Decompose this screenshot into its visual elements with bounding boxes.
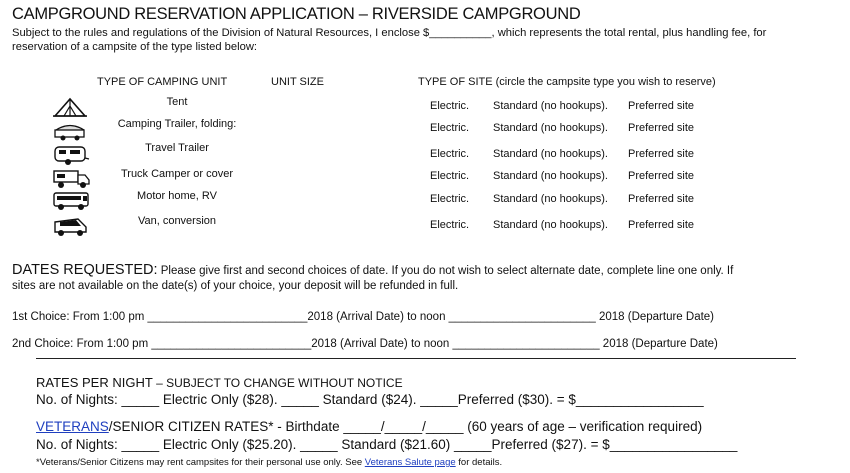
veterans-salute-link[interactable]: Veterans Salute page (364, 457, 456, 468)
site-preferred-option[interactable]: Preferred site (628, 122, 695, 134)
veterans-link[interactable]: VETERANS (36, 419, 109, 434)
site-standard-option[interactable]: Standard (no hookups). (493, 100, 608, 112)
site-standard-option[interactable]: Standard (no hookups). (493, 219, 608, 231)
veterans-heading (36, 419, 702, 434)
site-electric-option[interactable]: Electric. (430, 100, 470, 112)
site-electric-option[interactable]: Electric. (430, 170, 470, 182)
rates-nights-line[interactable]: No. of Nights: _____ Electric Only ($28). _____ Standard ($24). _____Preferred ($30). = $_________________ (36, 392, 704, 407)
unit-label-van: Van, conversion (137, 215, 217, 227)
unit-label-truck-camper: Truck Camper or cover (120, 168, 234, 180)
header-unit-type: TYPE OF CAMPING UNIT (97, 76, 228, 88)
form-title: CAMPGROUND RESERVATION APPLICATION – RIVERSIDE CAMPGROUND (12, 5, 581, 23)
site-electric-option[interactable]: Electric. (430, 122, 470, 134)
header-site-type: TYPE OF SITE (circle the campsite type you wish to reserve) (418, 76, 716, 88)
site-preferred-option[interactable]: Preferred site (628, 219, 695, 231)
intro-text (12, 26, 832, 54)
site-electric-option[interactable]: Electric. (430, 193, 470, 205)
footnote-text-pre: *Veterans/Senior Citizens may rent campsites for their personal use only. See (36, 457, 365, 468)
footnote-text-post: for details. (455, 457, 503, 468)
unit-label-folding-trailer: Camping Trailer, folding: (117, 118, 237, 130)
veterans-heading-rest: /SENIOR CITIZEN RATES* - Birthdate _____/_____/_____ (60 years of age – verification required) (108, 419, 703, 434)
site-preferred-option[interactable]: Preferred site (628, 170, 695, 182)
header-unit-size: UNIT SIZE (271, 76, 324, 88)
site-preferred-option[interactable]: Preferred site (628, 148, 695, 160)
site-preferred-option[interactable]: Preferred site (628, 100, 695, 112)
dates-heading: DATES REQUESTED: (12, 262, 158, 278)
site-standard-option[interactable]: Standard (no hookups). (493, 193, 608, 205)
dates-instructions (12, 261, 733, 279)
dates-instruction-1: Please give first and second choices of date. If you do not wish to select alternate date, complete line one only. If (157, 265, 734, 277)
unit-label-motor-home: Motor home, RV (137, 190, 217, 202)
rates-heading-note: – SUBJECT TO CHANGE WITHOUT NOTICE (152, 376, 403, 390)
unit-label-tent: Tent (166, 96, 188, 108)
second-choice-dates-line[interactable]: 2nd Choice: From 1:00 pm _________________________2018 (Arrival Date) to noon _______________________ 2018 (Departure Date) (12, 338, 718, 350)
site-standard-option[interactable]: Standard (no hookups). (493, 148, 608, 160)
intro-line-1: Subject to the rules and regulations of the Division of Natural Resources, I enclose $__________, which represents the total rental, plus handling fee, for (12, 27, 767, 39)
site-standard-option[interactable]: Standard (no hookups). (493, 170, 608, 182)
dates-instruction-2: sites are not available on the date(s) of your choice, your deposit will be refunded in full. (12, 280, 459, 292)
unit-label-travel-trailer: Travel Trailer (145, 142, 209, 154)
veterans-footnote (36, 457, 502, 468)
site-preferred-option[interactable]: Preferred site (628, 193, 695, 205)
rates-heading (36, 374, 403, 392)
first-choice-dates-line[interactable]: 1st Choice: From 1:00 pm _________________________2018 (Arrival Date) to noon _______________________ 2018 (Departure Date) (12, 311, 715, 323)
veterans-nights-line[interactable]: No. of Nights: _____ Electric Only ($25.20). _____ Standard ($21.60) _____Preferred ($27). = $_________________ (36, 437, 738, 452)
site-electric-option[interactable]: Electric. (430, 219, 470, 231)
rates-heading-main: RATES PER NIGHT (36, 375, 153, 390)
intro-line-2: reservation of a campsite of the type listed below: (12, 41, 258, 53)
site-standard-option[interactable]: Standard (no hookups). (493, 122, 608, 134)
site-electric-option[interactable]: Electric. (430, 148, 470, 160)
section-divider (36, 358, 796, 359)
